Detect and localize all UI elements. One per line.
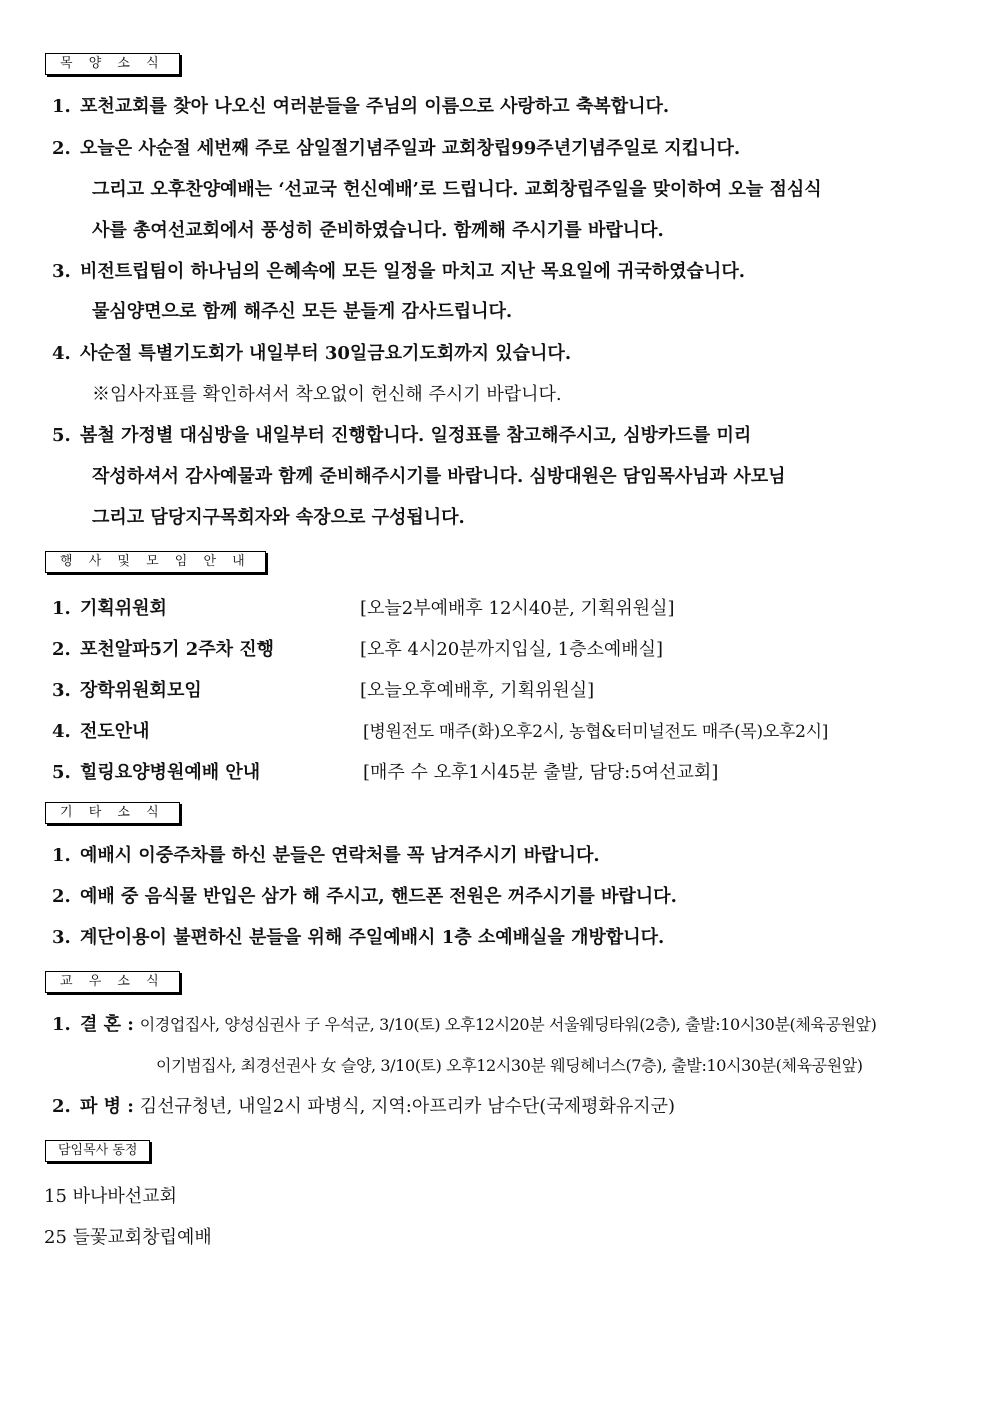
pastoral-item-4-note: ※임사자표를 확인하셔서 착오없이 헌신해 주시기 바랍니다. <box>92 384 562 405</box>
members-wedding: 1. 결 혼 : 이경업집사, 양성심권사 子 우석군, 3/10(토) 오후12시20분 서울웨딩타워(2층), 출발:10시30분(체육공원앞) <box>52 1014 877 1035</box>
event-info-1: [오늘2부예배후 12시40분, 기획위원실] <box>360 598 675 619</box>
pastoral-item-3: 3. 비전트립팀이 하나님의 은혜속에 모든 일정을 마치고 지난 목요일에 귀국하였습니다. <box>52 261 745 282</box>
section-header-members: 교 우 소 식 <box>45 971 180 993</box>
pastoral-item-5-line3: 그리고 담당지구목회자와 속장으로 구성됩니다. <box>92 507 465 528</box>
event-name-1: 1. 기획위원회 <box>52 598 167 619</box>
pastor-schedule-1: 15 바나바선교회 <box>44 1186 177 1207</box>
misc-item-3: 3. 계단이용이 불편하신 분들을 위해 주일예배시 1층 소예배실을 개방합니다. <box>52 927 665 948</box>
section-header-misc: 기 타 소 식 <box>45 802 180 824</box>
pastoral-item-5: 5. 봄철 가정별 대심방을 내일부터 진행합니다. 일정표를 참고해주시고, 심방카드를 미리 <box>52 425 752 446</box>
section-header-pastoral: 목 양 소 식 <box>45 53 180 75</box>
pastoral-item-1: 1. 포천교회를 찾아 나오신 여러분들을 주님의 이름으로 사랑하고 축복합니다. <box>52 96 670 117</box>
event-name-4: 4. 전도안내 <box>52 721 150 742</box>
event-name-5: 5. 힐링요양병원예배 안내 <box>52 762 261 783</box>
pastoral-item-5-line2: 작성하셔서 감사예물과 함께 준비해주시기를 바랍니다. 심방대원은 담임목사님과 사모님 <box>92 466 786 487</box>
pastoral-item-2-line2: 그리고 오후찬양예배는 ‘선교국 헌신예배’로 드립니다. 교회창립주일을 맞이하여 오늘 점심식 <box>92 179 822 200</box>
pastoral-item-3-line2: 물심양면으로 함께 해주신 모든 분들게 감사드립니다. <box>92 301 513 322</box>
pastoral-item-2: 2. 오늘은 사순절 세번째 주로 삼일절기념주일과 교회창립99주년기념주일로 지킵니다. <box>52 138 741 159</box>
members-dispatch: 2. 파 병 : 김선규청년, 내일2시 파병식, 지역:아프리카 남수단(국제평화유지군) <box>52 1096 676 1117</box>
event-info-2: [오후 4시20분까지입실, 1층소예배실] <box>360 639 664 660</box>
event-info-3: [오늘오후예배후, 기획위원실] <box>360 680 595 701</box>
event-info-4: [병원전도 매주(화)오후2시, 농협&터미널전도 매주(목)오후2시] <box>363 722 829 742</box>
misc-item-1: 1. 예배시 이중주차를 하신 분들은 연락처를 꼭 남겨주시기 바랍니다. <box>52 845 600 866</box>
event-info-5: [매주 수 오후1시45분 출발, 담당:5여선교회] <box>363 762 719 783</box>
section-header-events: 행 사 및 모 임 안 내 <box>45 551 266 573</box>
event-name-3: 3. 장학위원회모임 <box>52 680 202 701</box>
misc-item-2: 2. 예배 중 음식물 반입은 삼가 해 주시고, 핸드폰 전원은 꺼주시기를 바랍니다. <box>52 886 677 907</box>
pastoral-item-2-line3: 사를 총여선교회에서 풍성히 준비하였습니다. 함께해 주시기를 바랍니다. <box>92 220 664 241</box>
pastor-schedule-2: 25 들꽃교회창립예배 <box>44 1227 212 1248</box>
event-name-2: 2. 포천알파5기 2주차 진행 <box>52 639 275 660</box>
pastoral-item-4: 4. 사순절 특별기도회가 내일부터 30일금요기도회까지 있습니다. <box>52 343 572 364</box>
section-header-pastor: 담임목사 동정 <box>45 1140 150 1162</box>
members-wedding-2: 이기범집사, 최경선권사 女 슬양, 3/10(토) 오후12시30분 웨딩헤너스(7층), 출발:10시30분(체육공원앞) <box>156 1056 863 1075</box>
